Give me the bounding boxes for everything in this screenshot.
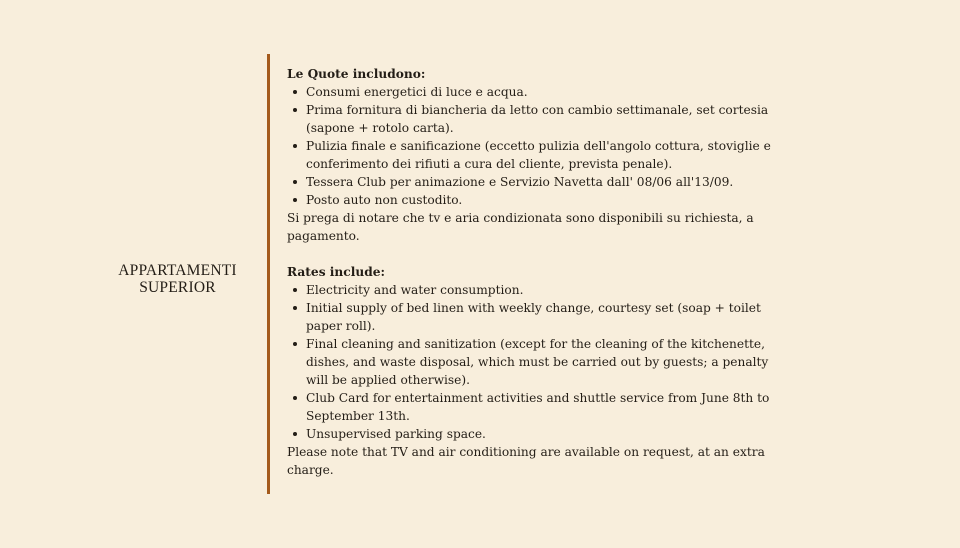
list-item: Unsupervised parking space. xyxy=(306,425,787,443)
category-title-line2: SUPERIOR xyxy=(139,279,216,296)
english-list xyxy=(287,281,787,443)
list-item: Posto auto non custodito. xyxy=(306,191,787,209)
rates-content xyxy=(287,65,787,479)
list-item: Initial supply of bed linen with weekly change, courtesy set (soap + toilet paper roll). xyxy=(306,299,787,335)
list-item: Pulizia finale e sanificazione (eccetto pulizia dell'angolo cottura, stoviglie e conferimento dei rifiuti a cura del cliente, prevista penale). xyxy=(306,137,787,173)
english-heading: Rates include: xyxy=(287,265,385,279)
list-item: Tessera Club per animazione e Servizio Navetta dall' 08/06 all'13/09. xyxy=(306,173,787,191)
list-item: Electricity and water consumption. xyxy=(306,281,787,299)
section-spacer xyxy=(287,245,787,263)
list-item: Final cleaning and sanitization (except for the cleaning of the kitchenette, dishes, and waste disposal, which must be carried out by guests; a penalty will be applied otherwise). xyxy=(306,335,787,389)
list-item: Club Card for entertainment activities and shuttle service from June 8th to September 13th. xyxy=(306,389,787,425)
category-title-line1: APPARTAMENTI xyxy=(118,262,237,279)
english-note: Please note that TV and air conditioning are available on request, at an extra charge. xyxy=(287,445,765,477)
italian-note: Si prega di notare che tv e aria condizionata sono disponibili su richiesta, a pagamento. xyxy=(287,211,754,243)
vertical-divider xyxy=(267,54,270,494)
italian-heading: Le Quote includono: xyxy=(287,67,426,81)
list-item: Prima fornitura di biancheria da letto con cambio settimanale, set cortesia (sapone + rotolo carta). xyxy=(306,101,787,137)
list-item: Consumi energetici di luce e acqua. xyxy=(306,83,787,101)
category-title xyxy=(95,262,260,296)
italian-list xyxy=(287,83,787,209)
